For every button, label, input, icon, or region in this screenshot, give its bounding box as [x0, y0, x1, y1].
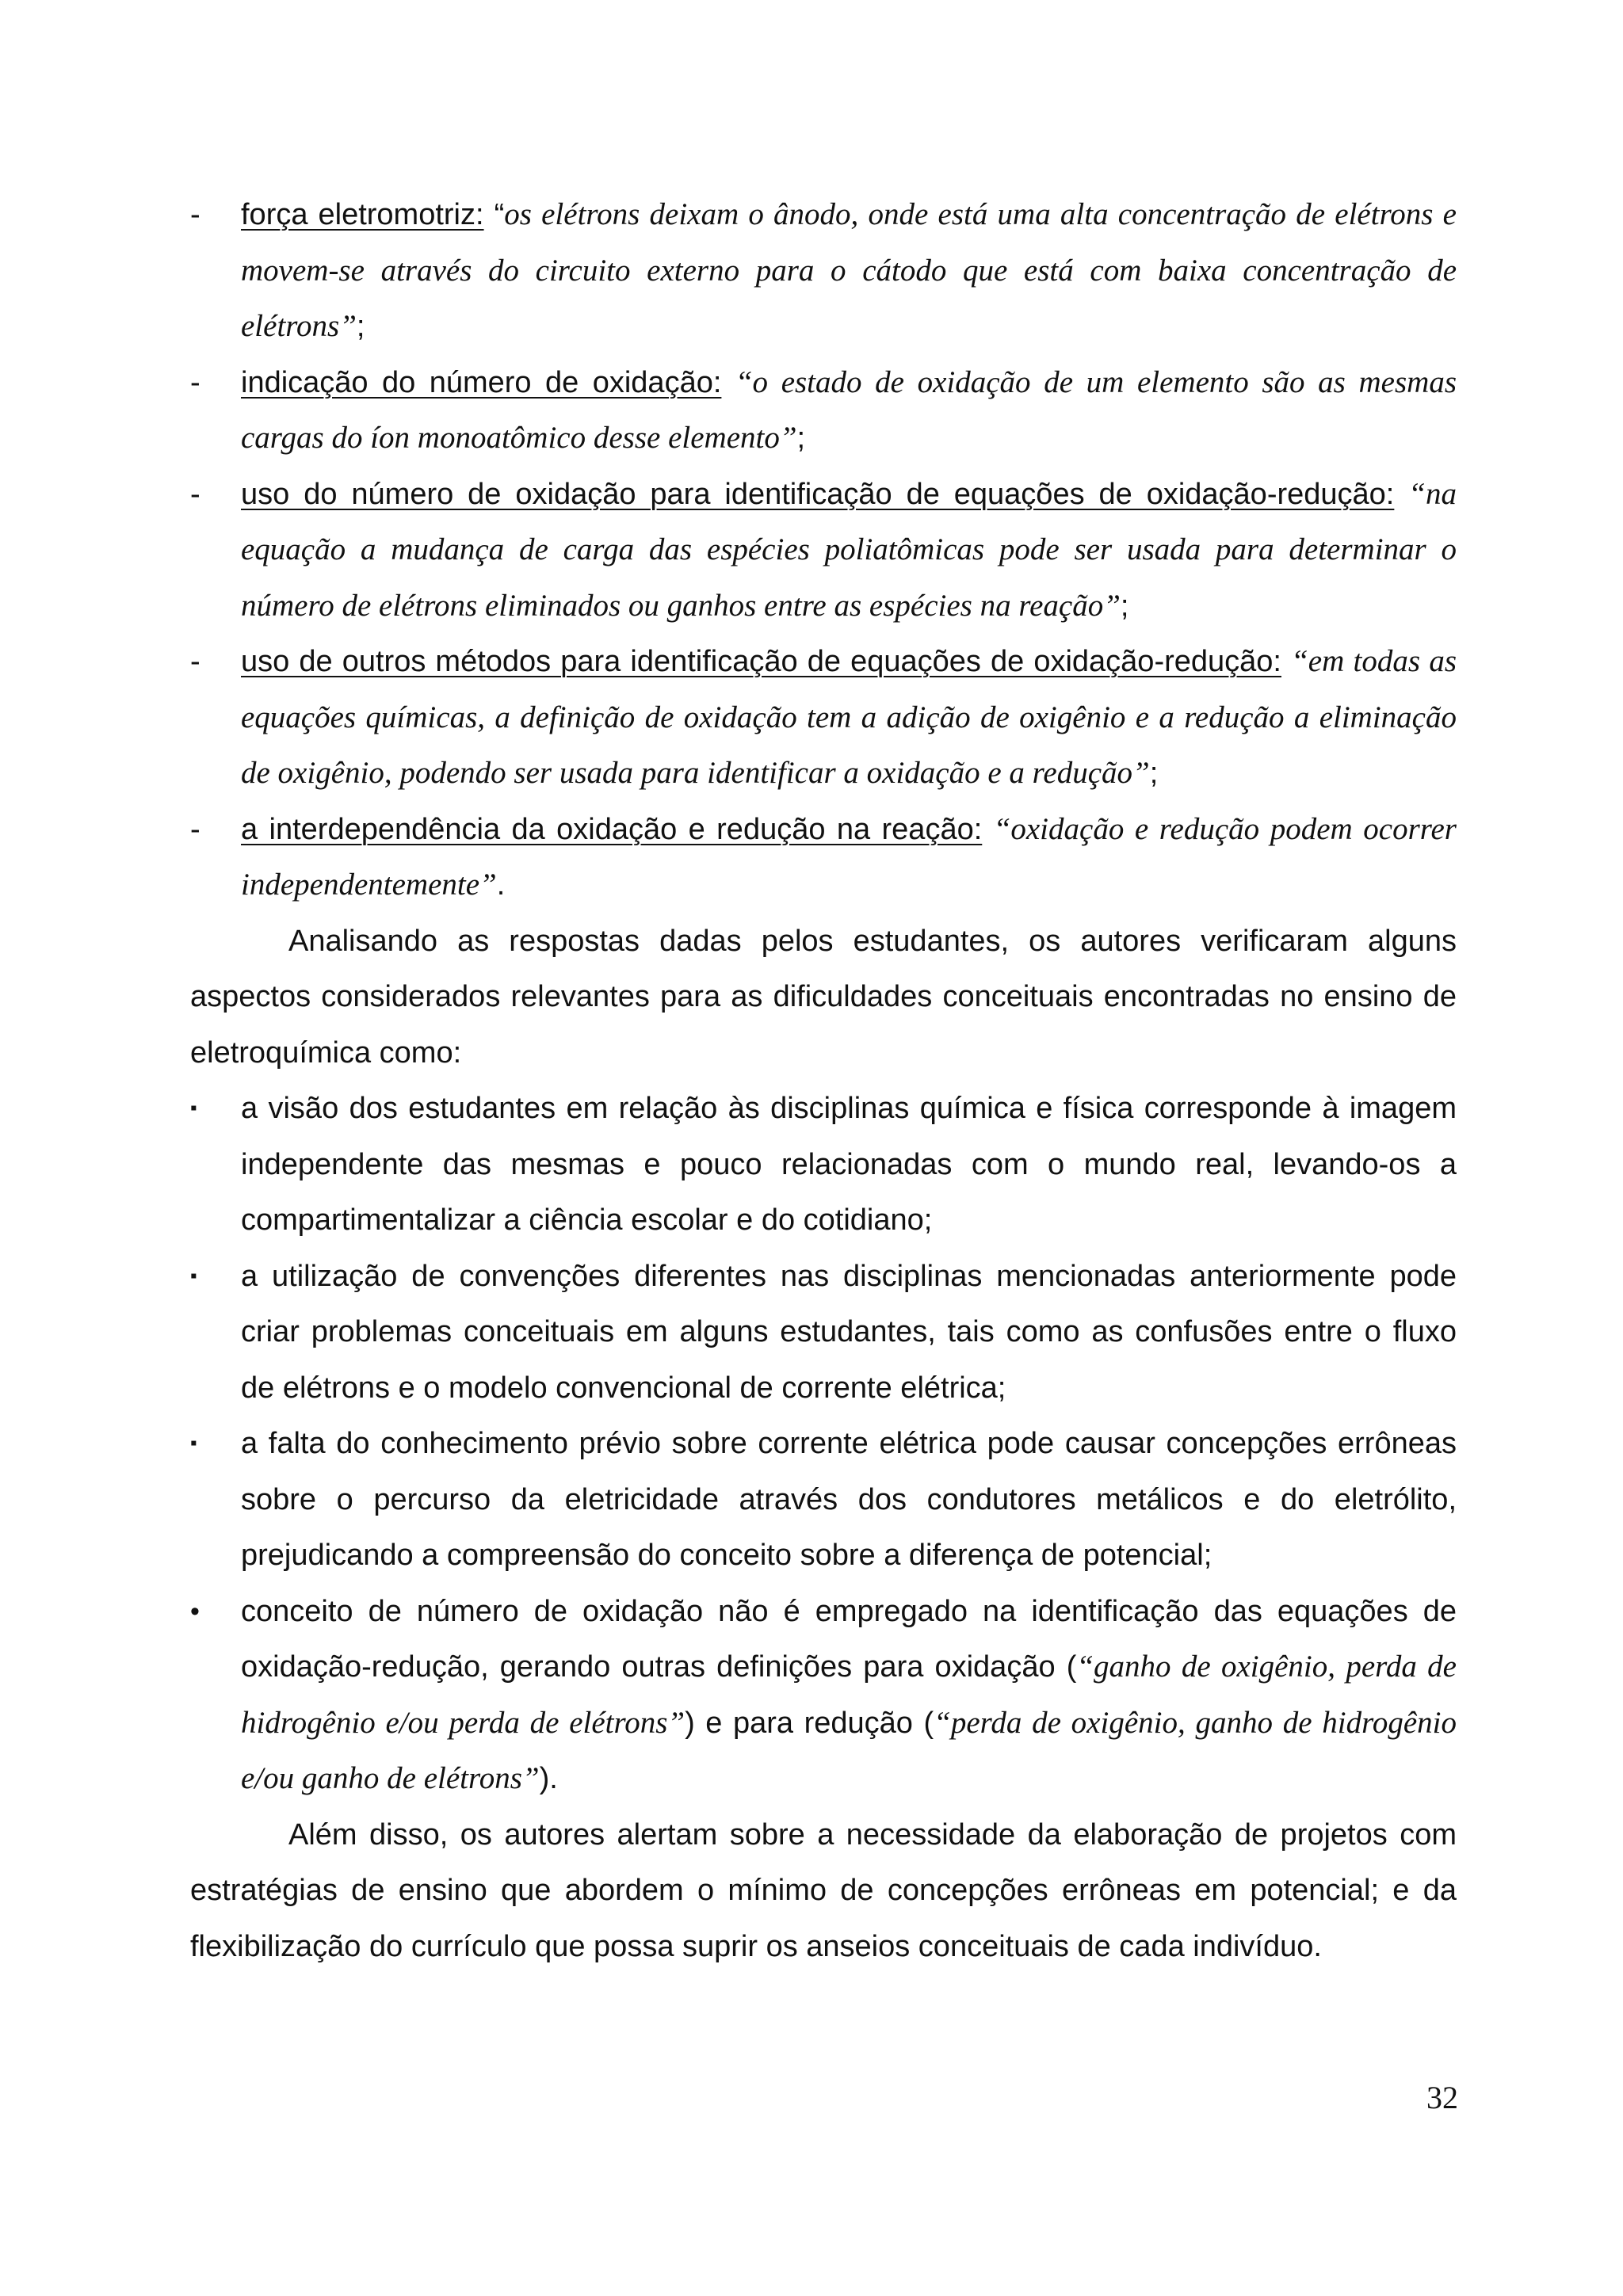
round-bullet-icon: • — [190, 1596, 200, 1627]
item-quote: “oxidação e redução podem ocorrer independentemente” — [241, 811, 1457, 902]
item-tail: ; — [356, 310, 365, 343]
document-body — [190, 187, 1457, 1974]
dash-marker: - — [190, 645, 200, 678]
item-label: uso de outros métodos para identificação de equações de oxidação-redução: — [241, 645, 1281, 678]
square-bullet-icon: ▪ — [190, 1264, 197, 1287]
square-bullet-icon: ▪ — [190, 1097, 197, 1119]
bullet-list-item — [190, 1081, 1457, 1249]
item-quote: os elétrons deixam o ânodo, onde está uma alta concentração de elétrons e movem-se através do circuito externo para o cátodo que está com baixa concentração de elétrons” — [241, 197, 1457, 343]
bullet-text: a falta do conhecimento prévio sobre corrente elétrica pode causar concepções errôneas sobre o percurso da eletricidade através dos condutores metálicos e do eletrólito, prejudicando a compreensão do conceito sobre a diferença de potencial; — [241, 1427, 1457, 1572]
dash-list-item — [190, 634, 1457, 802]
bullet-text: ) e para redução ( — [685, 1706, 934, 1740]
item-tail: . — [496, 868, 506, 902]
item-quote: “na equação a mudança de carga das espécies poliatômicas pode ser usada para determinar o número de elétrons eliminados ou ganhos entre as espécies na reação” — [241, 476, 1457, 623]
bullet-text: ). — [539, 1762, 558, 1795]
item-label: indicação do número de oxidação: — [241, 365, 722, 399]
bullet-list-item — [190, 1249, 1457, 1417]
dash-marker: - — [190, 812, 200, 846]
item-quote: “o estado de oxidação de um elemento são as mesmas cargas do íon monoatômico desse elemento” — [241, 364, 1457, 455]
item-tail: ; — [796, 421, 806, 455]
item-tail: ; — [1149, 757, 1159, 790]
oxidation-quote: “ganho de oxigênio, perda de hidrogênio e/ou perda de elétrons” — [241, 1650, 1457, 1740]
item-label: força eletromotriz: — [241, 198, 484, 231]
dash-marker: - — [190, 477, 200, 511]
dash-marker: - — [190, 198, 200, 231]
dash-list-item — [190, 355, 1457, 467]
dash-list-item — [190, 187, 1457, 355]
dash-list-item — [190, 467, 1457, 635]
reduction-quote: “perda de oxigênio, ganho de hidrogênio e/ou ganho de elétrons” — [241, 1705, 1457, 1795]
bullet-text: a visão dos estudantes em relação às disciplinas química e física corresponde à imagem independente das mesmas e pouco relacionadas com o mundo real, levando-os a compartimentalizar a ciência escolar e do cotidiano; — [241, 1092, 1457, 1237]
item-tail: ; — [1120, 589, 1129, 623]
page-number: 32 — [1426, 2080, 1458, 2115]
body-paragraph: Analisando as respostas dadas pelos estudantes, os autores verificaram alguns aspectos considerados relevantes para as dificuldades conceituais encontradas no ensino de eletroquímica como: — [190, 924, 1457, 1070]
square-bullet-icon: ▪ — [190, 1432, 197, 1454]
bullet-text: a utilização de convenções diferentes nas disciplinas mencionadas anteriormente pode criar problemas conceituais em alguns estudantes, tais como as confusões entre o fluxo de elétrons e o modelo convencional de corrente elétrica; — [241, 1259, 1457, 1405]
dash-marker: - — [190, 365, 200, 399]
bullet-list-item — [190, 1416, 1457, 1584]
bullet-list-item — [190, 1584, 1457, 1807]
quote-open: “ — [494, 198, 505, 231]
item-label: a interdependência da oxidação e redução na reação: — [241, 812, 983, 846]
item-quote: “em todas as equações químicas, a definição de oxidação tem a adição de oxigênio e a redução a eliminação de oxigênio, podendo ser usada para identificar a oxidação e a redução” — [241, 644, 1457, 790]
item-label: uso do número de oxidação para identificação de equações de oxidação-redução: — [241, 477, 1395, 511]
dash-list-item — [190, 802, 1457, 913]
bullet-text: conceito de número de oxidação não é empregado na identificação das equações de oxidação-redução, gerando outras definições para oxidação ( — [241, 1594, 1457, 1684]
body-paragraph: Além disso, os autores alertam sobre a necessidade da elaboração de projetos com estratégias de ensino que abordem o mínimo de concepções errôneas em potencial; e da flexibilização do currículo que possa suprir os anseios conceituais de cada indivíduo. — [190, 1817, 1457, 1963]
